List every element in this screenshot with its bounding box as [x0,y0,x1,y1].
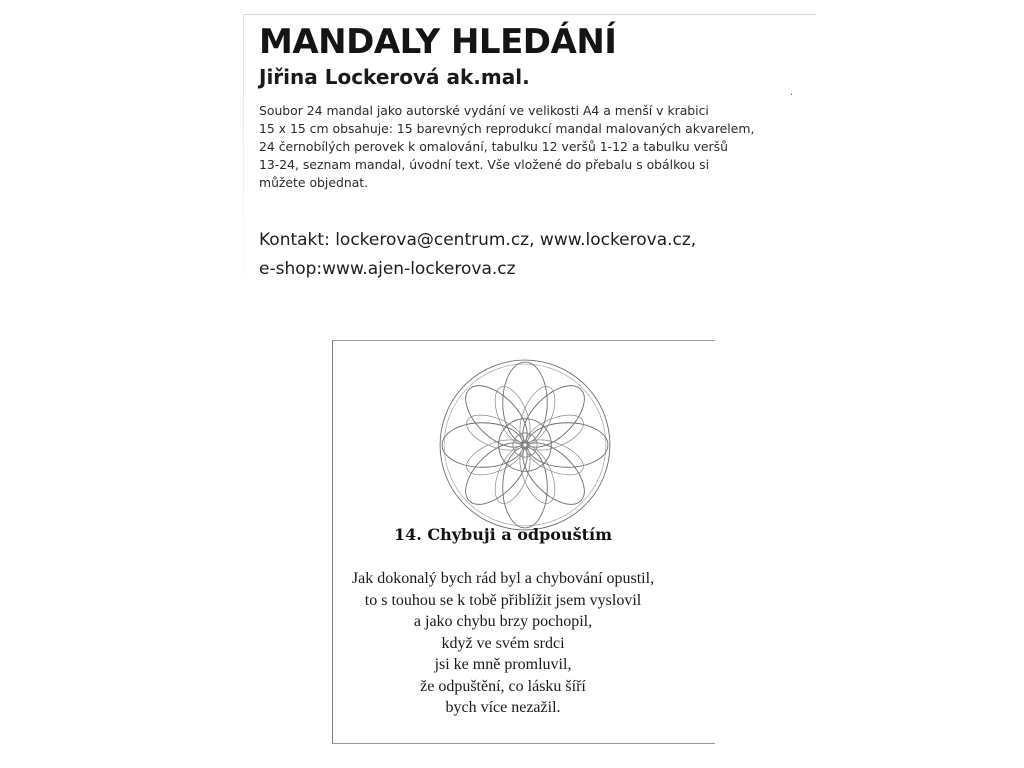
contact-line-email-web: Kontakt: lockerova@centrum.cz, www.lockerova.cz, [259,230,697,250]
poem-text [333,568,673,719]
description-line: 15 x 15 cm obsahuje: 15 barevných reprodukcí mandal malovaných akvarelem, [259,121,755,136]
poem-title: 14. Chybuji a odpouštím [393,525,613,544]
poem-line: Jak dokonalý bych rád byl a chybování opustil, [351,570,655,587]
mandala-card [332,340,715,744]
mandala-icon [434,354,616,536]
page-title: MANDALY HLEDÁNÍ [259,22,617,62]
contact-block [259,226,696,284]
poem-line: bych více nezažil. [445,699,561,716]
poem-line: jsi ke mně promluvil, [434,656,572,673]
description-line: 13-24, seznam mandal, úvodní text. Vše vložené do přebalu s obálkou si [259,157,710,172]
description-line: Soubor 24 mandal jako autorské vydání ve velikosti A4 a menší v krabici [259,103,709,118]
poem-line: a jako chybu brzy pochopil, [413,613,593,630]
poem-line: to s touhou se k tobě přiblížit jsem vyslovil [364,591,642,609]
description-line: můžete objednat. [259,175,369,190]
scan-edge-left [243,14,244,314]
contact-line-eshop: e-shop:www.ajen-lockerova.cz [259,259,516,279]
author-name: Jiřina Lockerová ak.mal. [259,65,530,89]
scan-edge-top [244,14,816,15]
poem-line: že odpuštění, co lásku šíří [420,677,586,695]
poem-line: když ve svém srdci [441,634,565,652]
scan-artifact-mark: · [790,90,794,101]
description-paragraph [259,102,754,192]
description-line: 24 černobílých perovek k omalování, tabulku 12 veršů 1-12 a tabulku veršů [259,139,728,154]
